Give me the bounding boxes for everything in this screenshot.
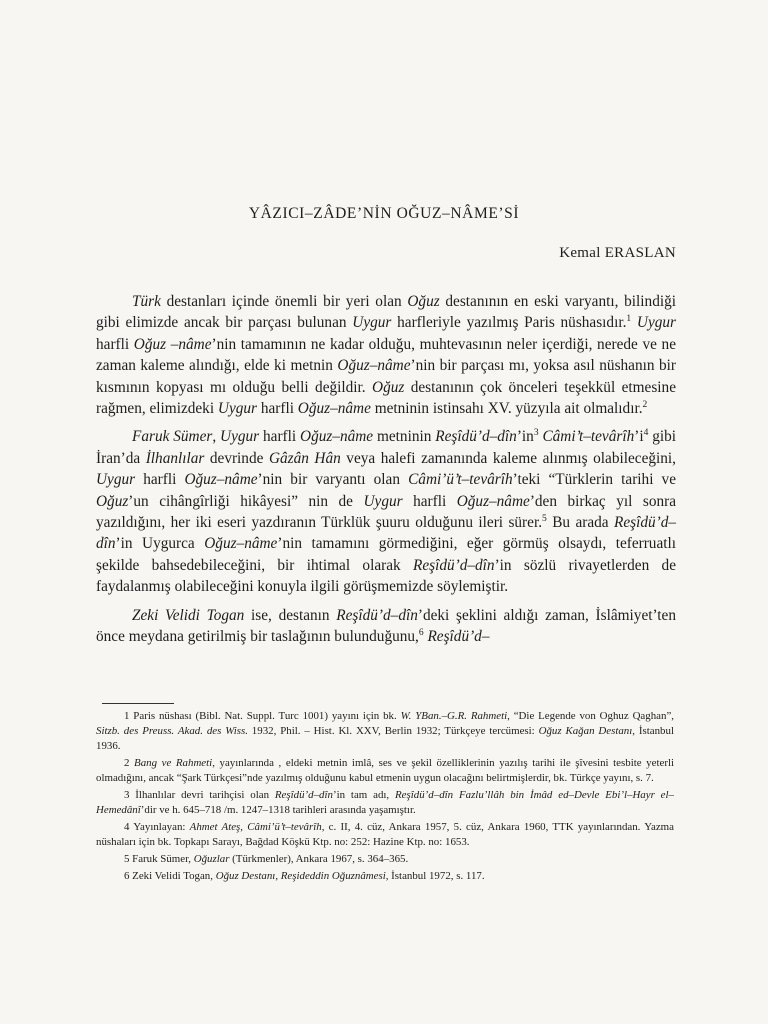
text-run: ’in sözlü rivayetlerden de faydalanmış olabileceğini konuyla ilgili görüşmemizde söylemiştir. (96, 556, 676, 596)
footnote-ref: 4 (643, 428, 649, 439)
footnote-ref: 5 (542, 513, 547, 524)
text-run: ’in Uygurca (115, 535, 205, 553)
text-run: 3 İlhanlılar devri tarihçisi olan (124, 789, 275, 801)
text-run: ’in tam adı, (332, 789, 396, 801)
text-run: ’teki “Türklerin tarihi ve (512, 471, 676, 489)
footnotes (96, 709, 674, 886)
text-run: metninin istinsahı XV. yüzyıla ait olmalıdır. (370, 400, 643, 418)
italic-run: Oğuz–nâme (337, 357, 411, 375)
italic-run: Reşîdü’d–dîn (412, 556, 495, 574)
footnote-ref: 6 (418, 628, 424, 638)
text-run: , İstanbul 1936. (96, 725, 674, 752)
text-run: veya halefi zamanında kaleme alınmış olabileceğini, (340, 449, 676, 467)
text-run: destanının çok önceleri teşekkül etmesine rağmen, elimizdeki (96, 378, 676, 418)
body-paragraph (96, 605, 676, 648)
italic-run: Gâzân Hân (268, 449, 341, 467)
italic-run: Oğuz–nâme (300, 428, 374, 446)
text-run: 2 (124, 757, 135, 769)
italic-run: Reşîdü’d–dîn (435, 428, 517, 446)
italic-run: W. YBan.–G.R. Rahmeti (400, 710, 508, 722)
text-run: ’dir ve h. 645–718 /m. 1247–1318 tarihleri arasında yaşamıştır. (140, 804, 416, 816)
footnote (96, 852, 674, 867)
text-run: ’nin tamamının ne kadar olduğu, muhtevasının neler içerdiği, nerede ve ne zaman kaleme alındığı, elde ki metnin (96, 335, 676, 375)
text-run: 5 Faruk Sümer, (124, 853, 194, 865)
italic-run: Oğuz–nâme (456, 492, 530, 510)
footnote (96, 820, 674, 850)
text-run: ’nin bir varyantı olan (257, 471, 409, 489)
italic-run: Reşideddin Oğuznâmesi (280, 870, 386, 882)
italic-run: Reşîdü’d– (427, 628, 490, 646)
article-body (96, 291, 676, 648)
text-run: , (212, 428, 221, 446)
italic-run: Uygur (352, 314, 392, 332)
text-run: destanının en eski varyantı, bilindiği gibi elimizde ancak bir parçası bulunan (96, 293, 676, 332)
italic-run: Oğuz–nâme (184, 471, 258, 489)
text-run: ’deki şeklini aldığı zaman, İslâmiyet’ten önce meydana getirilmiş bir taslağının bulunduğunu, (96, 606, 676, 646)
text-run: , İstanbul 1972, s. 117. (385, 870, 485, 882)
italic-run: Uygur (636, 314, 677, 332)
italic-run: Uygur (363, 492, 403, 510)
text-run: , “Die Legende von Oghuz Qaghan”, (507, 710, 674, 722)
text-run: (Türkmenler), Ankara 1967, s. 364–365. (229, 853, 409, 865)
footnote-ref: 2 (642, 399, 648, 410)
italic-run: Câmi’ü’t–tevârîh (247, 821, 322, 833)
text-run: ’den birkaç yıl sonra yazıldığını, her iki eseri yazdıranın Türklük şuuru olduğunu ileri sürer. (96, 492, 677, 532)
italic-run: Sitzb. des Preuss. Akad. des Wiss. (96, 725, 248, 737)
text-run: metninin (373, 428, 436, 446)
footnote (96, 869, 674, 884)
italic-run: Uygur (220, 428, 260, 446)
footnote (96, 788, 674, 818)
text-run: harfli (259, 428, 301, 446)
text-run: destanları içinde önemli bir yeri olan (160, 293, 408, 310)
text-run: Bu arada (546, 514, 614, 532)
italic-run: Reşîdü’d–dîn (336, 606, 418, 624)
italic-run: Ahmet Ateş (189, 821, 241, 833)
italic-run: Zeki Velidi Togan (132, 606, 245, 624)
italic-run: Oğuz Destanı (215, 870, 276, 882)
italic-run: Oğuz–nâme (204, 535, 278, 553)
italic-run: Oğuz (96, 492, 129, 510)
italic-run: Oğuz –nâme (133, 335, 212, 353)
text-run: harfli (257, 400, 298, 418)
italic-run: Oğuz–nâme (297, 400, 371, 418)
body-paragraph (96, 291, 676, 419)
text-run: ’nin bir parçası mı, yoksa asıl nüshanın bir kısmının kopyası mı olduğu belli değildir. (96, 357, 676, 396)
article-title: YÂZICI–ZÂDE’NİN OĞUZ–NÂME’Sİ (248, 205, 520, 222)
text-run: harfli (402, 492, 457, 510)
italic-run: Uygur (96, 471, 136, 489)
text-run: harfleriyle yazılmış Paris nüshasıdır. (391, 314, 627, 332)
text-run: 1932, Phil. – Hist. Kl. XXV, Berlin 1932; Türkçeye tercümesi: (247, 725, 539, 737)
text-run: devrinde (204, 449, 269, 467)
text-run: 4 Yayınlayan: (124, 821, 190, 833)
footnote (96, 756, 674, 786)
italic-run: Reşîdü’d–dîn (274, 789, 333, 801)
italic-run: Faruk Sümer (132, 428, 213, 446)
text-run: , yayınlarında , eldeki metnin imlâ, ses ve şekil özelliklerinin yazılış tarihi ile şîvesini tesbite yeterli olmadığını, ancak “Şark Türkçesi”nde yazılmış olduğunu kabul etmenin uygun olacağını belirtmişlerdir, bk. Türkçe yayını, s. 7. (96, 757, 674, 784)
italic-run: Oğuzlar (193, 853, 230, 865)
text-run: ise, destanın (244, 606, 337, 624)
text-run: 1 Paris nüshası (Bibl. Nat. Suppl. Turc 1001) yayını için bk. (124, 710, 401, 722)
italic-run: Türk (132, 293, 161, 310)
italic-run: Reşîdü’d–dîn (96, 514, 677, 553)
body-paragraph (96, 426, 676, 597)
text-run: ’in (516, 428, 534, 446)
italic-run: Oğuz Kağan Destanı (538, 725, 633, 737)
italic-run: Câmi’ü’t–tevârîh (408, 471, 513, 489)
text-run: , (240, 821, 248, 833)
text-run: harfli (96, 335, 134, 353)
text-run: harfli (135, 471, 185, 489)
text-run: 6 Zeki Velidi Togan, (124, 870, 216, 882)
footnote-ref: 3 (533, 428, 539, 439)
text-run: , c. II, 4. cüz, Ankara 1957, 5. cüz, Ankara 1960, TTK yayınlarından. Yazma nüshaları için bk. Topkapı Sarayı, Bağdad Köşkü Ktp. no: 252: Hazine Ktp. no: 1653. (96, 821, 674, 848)
italic-run: Câmi’t–tevârîh (542, 428, 635, 446)
italic-run: Oğuz (407, 293, 440, 310)
footnote (96, 709, 674, 754)
italic-run: Bang ve Rahmeti (134, 757, 213, 769)
italic-run: Oğuz (372, 378, 405, 396)
footnote-separator (102, 703, 174, 704)
text-run: ’un cihângîrliği hikâyesi” nin de (128, 492, 364, 510)
footnote-ref: 1 (626, 314, 632, 325)
text-run: ’nin tamamını görmediğini, eğer görmüş olsaydı, teferruatlı şekilde bahsedebileceğini, bir ihtimal olarak (96, 535, 676, 574)
text-run: gibi İran’da (96, 428, 676, 467)
text-run: , (275, 870, 281, 882)
italic-run: Uygur (217, 400, 257, 418)
italic-run: İlhanlılar (145, 449, 205, 467)
text-run: ’i (634, 428, 644, 446)
author-name: Kemal ERASLAN (559, 245, 676, 261)
italic-run: Reşîdü’d–dîn Fazlu’llâh bin İmâd ed–Devle Ebi’l–Hayr el–Hemedânî (96, 789, 674, 816)
